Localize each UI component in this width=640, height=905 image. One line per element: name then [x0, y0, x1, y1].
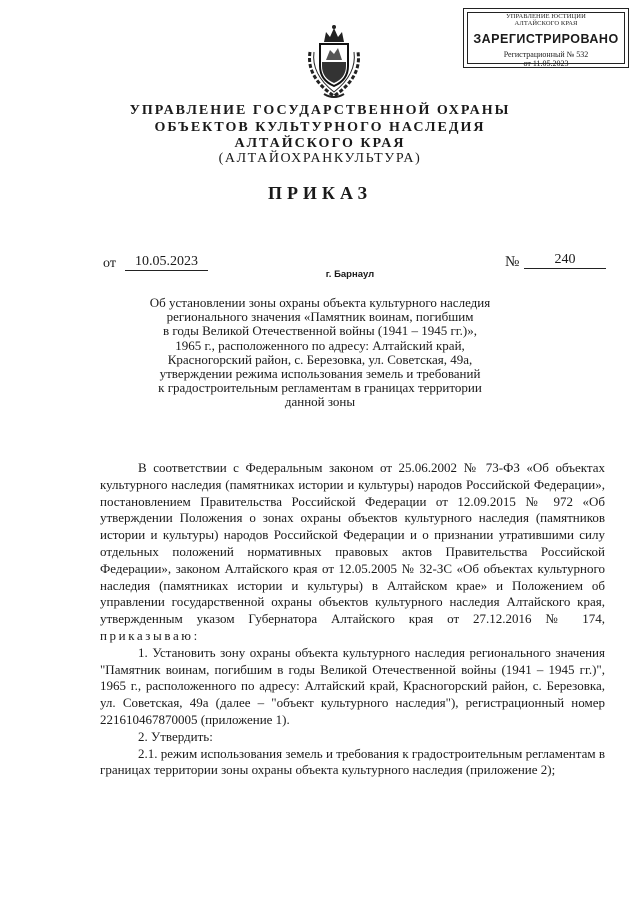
org-name-line-2: ОБЪЕКТОВ КУЛЬТУРНОГО НАСЛЕДИЯ — [154, 120, 486, 135]
subject-line: регионального значения «Памятник воинам, погибшим — [166, 309, 474, 325]
item-1: 1. Установить зону охраны объекта культурного наследия регионального значения "Памятник воинам, погибшим в годы Великой Отечественной войны (1941 – 1945 гг.)", 1965 г., расположенного по адресу: Алтайский край, Красногорский район, с. Березовка, ул. Советская, 49а (далее – "объект культурного наследия"), регистрационный номер 221610467870005 (приложение 1). — [100, 644, 605, 727]
document-title: ПРИКАЗ — [267, 183, 373, 203]
org-name-line-3: АЛТАЙСКОГО КРАЯ — [234, 136, 406, 151]
document-body — [100, 460, 605, 779]
preamble-text: В соответствии с Федеральным законом от 25.06.2002 № 73-ФЗ «Об объектах культурного наследия (памятниках истории и культуры) народов Российской Федерации», постановлением Правительства Российской Федерации от 12.09.2015 № 972 «Об утверждении Положения о зонах охраны объектов культурного наследия (памятников истории и культуры) народов Российской Федерации и о признании утратившими силу отдельных положений нормативных правовых актов Правительства Российской Федерации», законом Алтайского края от 12.05.2005 № 32-ЗС «Об объектах культурного наследия (памятниках истории и культуры) в Алтайском крае» и Положением об управлении государственной охраны объектов культурного наследия Алтайского края, утвержденным указом Губернатора Алтайского края от 27.12.2016 № 174, — [100, 460, 605, 627]
registration-stamp — [463, 8, 629, 68]
org-short-name: (АЛТАЙОХРАНКУЛЬТУРА) — [218, 151, 422, 166]
subject-line: в годы Великой Отечественной войны (1941 – 1945 гг.)», — [163, 323, 477, 339]
coat-of-arms-icon — [300, 22, 368, 102]
preamble-paragraph — [100, 460, 605, 645]
item-2: 2. Утвердить: — [138, 728, 213, 744]
stamp-status: ЗАРЕГИСТРИРОВАНО — [473, 32, 619, 46]
city: г. Барнаул — [325, 269, 375, 280]
org-name-line-1: УПРАВЛЕНИЕ ГОСУДАРСТВЕННОЙ ОХРАНЫ — [129, 103, 511, 118]
number-prefix: № — [505, 254, 520, 270]
subject-line: утверждении режима использования земель и требований — [159, 366, 481, 382]
stamp-department: УПРАВЛЕНИЕ ЮСТИЦИИ АЛТАЙСКОГО КРАЯ — [506, 13, 586, 27]
document-subject — [100, 296, 540, 410]
date-prefix: от — [103, 256, 116, 271]
order-word: приказываю: — [100, 627, 200, 643]
item-2-1: 2.1. режим использования земель и требования к градостроительным регламентам в границах территории зоны охраны объекта культурного наследия (приложение 2); — [100, 745, 605, 778]
subject-line: данной зоны — [284, 394, 356, 410]
subject-line: Красногорский район, с. Березовка, ул. Советская, 49а, — [167, 351, 473, 367]
subject-line: Об установлении зоны охраны объекта культурного наследия — [149, 295, 491, 310]
stamp-registration-date: от 11.05.2023 — [523, 59, 569, 68]
subject-line: к градостроительным регламентам в границах территории — [158, 380, 482, 396]
subject-line: 1965 г., расположенного по адресу: Алтайский край, — [175, 337, 465, 353]
document-number: 240 — [524, 252, 606, 269]
stamp-registration-number: Регистрационный № 532 — [503, 50, 589, 59]
document-date: 10.05.2023 — [125, 254, 208, 271]
